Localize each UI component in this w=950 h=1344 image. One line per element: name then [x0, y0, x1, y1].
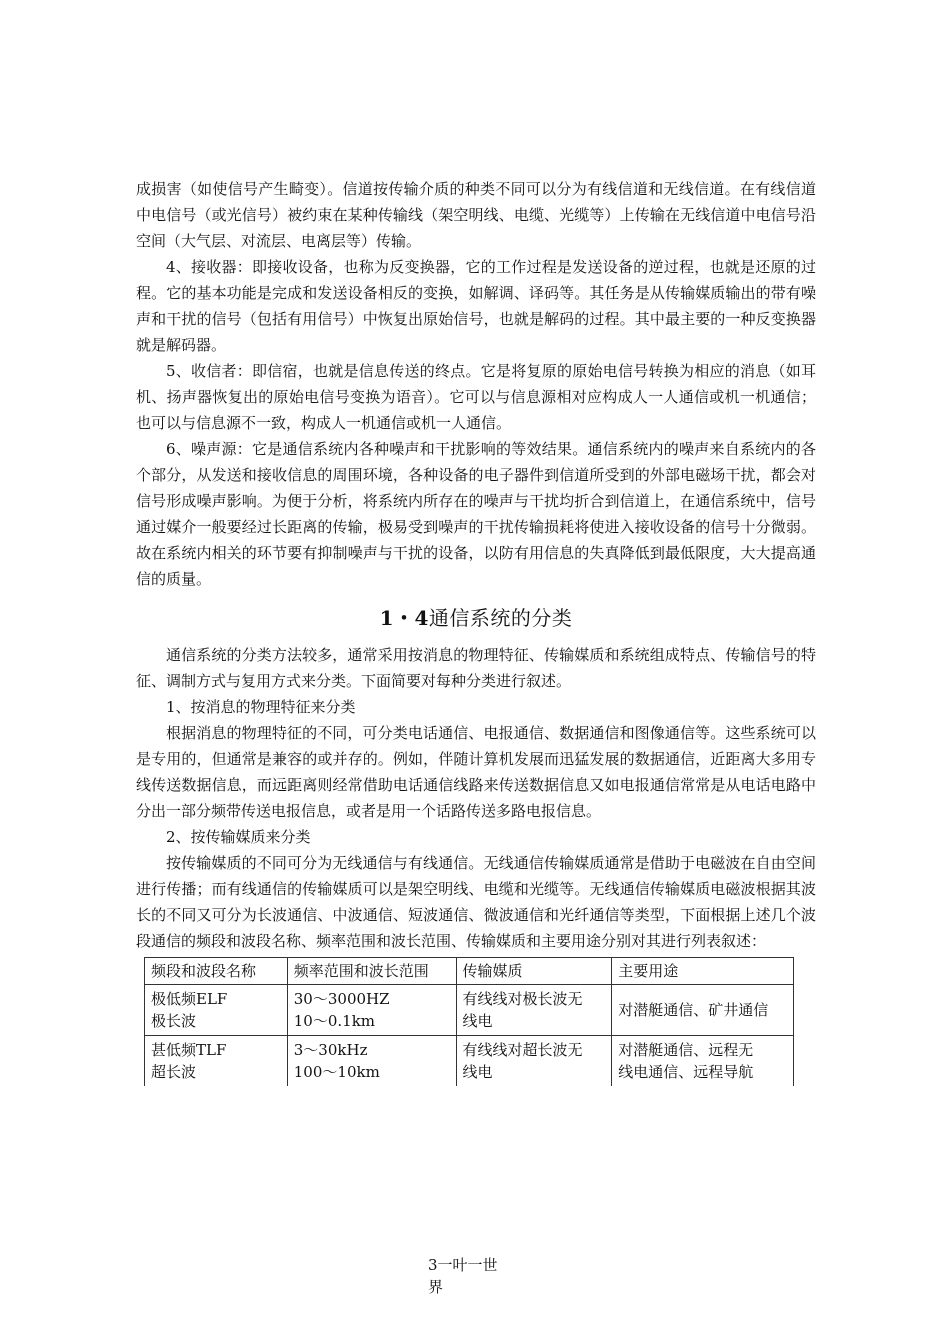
cell-line: 线电	[462, 1012, 493, 1030]
table-header-cell: 传输媒质	[456, 958, 612, 985]
footer-line: 界	[428, 1278, 444, 1296]
table-header-row	[145, 958, 794, 985]
cell-line: 对潜艇通信、矿井通信	[618, 1001, 769, 1019]
section-number: 1・4	[379, 606, 429, 630]
cell-line: 甚低频TLF	[151, 1041, 227, 1059]
cell-line: 10〜0.1km	[293, 1012, 376, 1030]
table-cell	[287, 985, 456, 1036]
cell-line: 100〜10km	[293, 1063, 380, 1081]
table-row	[145, 1036, 794, 1087]
table-cell	[456, 1036, 612, 1087]
table-cell	[612, 1036, 794, 1087]
cell-line: 对潜艇通信、远程无	[618, 1041, 754, 1059]
subheading: 1、按消息的物理特征来分类	[166, 698, 356, 716]
subheading: 2、按传输媒质来分类	[166, 828, 311, 846]
frequency-band-table	[144, 957, 794, 1086]
section-heading	[136, 604, 816, 632]
table-header-cell: 主要用途	[612, 958, 794, 985]
paragraph: 根据消息的物理特征的不同，可分类电话通信、电报通信、数据通信和图像通信等。这些系统可以是专用的，但通常是兼容的或并存的。例如，伴随计算机发展而迅猛发展的数据通信，近距离大多用专线传送数据信息，而远距离则经常借助电话通信线路来传送数据信息又如电报通信常常是从电话电路中分出一部分频带传送电报信息，或者是用一个话路传送多路电报信息。	[136, 724, 816, 820]
paragraph: 成损害（如使信号产生畸变）。信道按传输介质的种类不同可以分为有线信道和无线信道。在有线信道中电信号（或光信号）被约束在某种传输线（架空明线、电缆、光缆等）上传输在无线信道中电信号沿空间（大气层、对流层、电离层等）传输。	[136, 180, 816, 250]
cell-line: 30〜3000HZ	[293, 990, 390, 1008]
cell-line: 有线线对极长波无	[462, 990, 583, 1008]
table-row	[145, 985, 794, 1036]
table-header-cell: 频段和波段名称	[145, 958, 288, 985]
page-footer	[428, 1254, 528, 1298]
cell-line: 极长波	[151, 1012, 197, 1030]
cell-line: 线电	[462, 1063, 493, 1081]
paragraph: 4、接收器：即接收设备，也称为反变换器，它的工作过程是发送设备的逆过程，也就是还原的过程。它的基本功能是完成和发送设备相反的变换，如解调、译码等。其任务是从传输媒质输出的带有噪声和干扰的信号（包括有用信号）中恢复出原始信号，也就是解码的过程。其中最主要的一种反变换器就是解码器。	[136, 258, 816, 354]
table-cell	[145, 985, 288, 1036]
section-title: 通信系统的分类	[428, 606, 573, 630]
table-cell	[145, 1036, 288, 1087]
footer-line: 3一叶一世	[428, 1256, 498, 1274]
paragraph: 按传输媒质的不同可分为无线通信与有线通信。无线通信传输媒质通常是借助于电磁波在自由空间进行传播；而有线通信的传输媒质可以是架空明线、电缆和光缆等。无线通信传输媒质电磁波根据其波长的不同又可分为长波通信、中波通信、短波通信、微波通信和光纤通信等类型，下面根据上述几个波段通信的频段和波段名称、频率范围和波长范围、传输媒质和主要用途分别对其进行列表叙述：	[136, 854, 816, 950]
table-cell	[287, 1036, 456, 1087]
document-body	[136, 176, 816, 1086]
paragraph: 6、噪声源：它是通信系统内各种噪声和干扰影响的等效结果。通信系统内的噪声来自系统内的各个部分，从发送和接收信息的周围环境，各种设备的电子器件到信道所受到的外部电磁场干扰，都会对信号形成噪声影响。为便于分析，将系统内所存在的噪声与干扰均折合到信道上，在通信系统中，信号通过媒介一般要经过长距离的传输，极易受到噪声的干扰传输损耗将使进入接收设备的信号十分微弱。故在系统内相关的环节要有抑制噪声与干扰的设备，以防有用信息的失真降低到最低限度，大大提高通信的质量。	[136, 440, 816, 588]
cell-line: 超长波	[151, 1063, 197, 1081]
paragraph: 通信系统的分类方法较多，通常采用按消息的物理特征、传输媒质和系统组成特点、传输信号的特征、调制方式与复用方式来分类。下面简要对每种分类进行叙述。	[136, 646, 816, 690]
paragraph: 5、收信者：即信宿，也就是信息传送的终点。它是将复原的原始电信号转换为相应的消息（如耳机、扬声器恢复出的原始电信号变换为语音）。它可以与信息源相对应构成人一人通信或机一机通信；也可以与信息源不一致，构成人一机通信或机一人通信。	[136, 362, 816, 432]
table-header-cell: 频率范围和波长范围	[287, 958, 456, 985]
cell-line: 线电通信、远程导航	[618, 1063, 754, 1081]
cell-line: 有线线对超长波无	[462, 1041, 583, 1059]
cell-line: 3〜30kHz	[293, 1041, 368, 1059]
cell-line: 极低频ELF	[151, 990, 228, 1008]
table-cell	[612, 985, 794, 1036]
table-cell	[456, 985, 612, 1036]
